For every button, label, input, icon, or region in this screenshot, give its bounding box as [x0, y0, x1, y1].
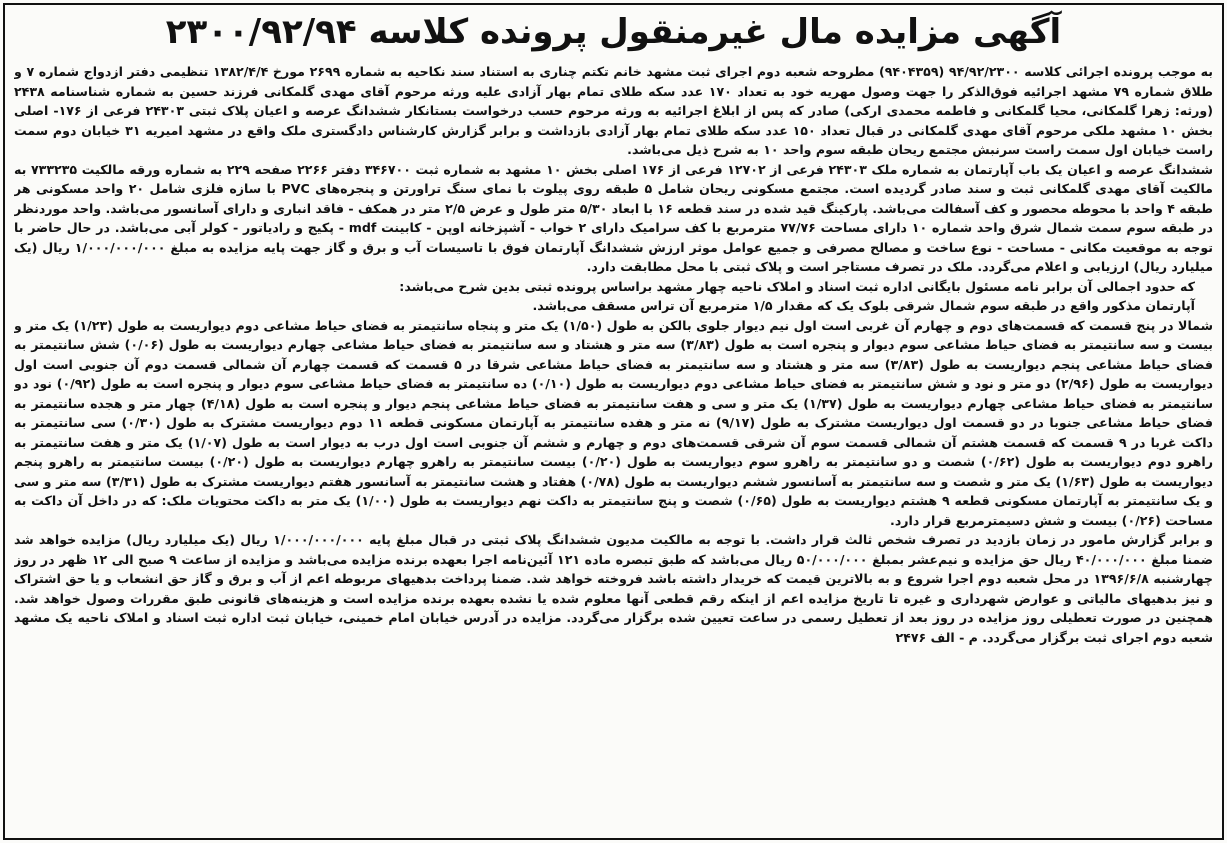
paragraph-case-intro: به موجب پرونده اجرائی کلاسه ۹۴/۹۲/۲۳۰۰ (۹۴۰۴۳۵۹) مطروحه شعبه دوم اجرای ثبت مشهد خانم تکتم چناری به استناد سند نکاحیه به شماره ۲۶۹۹ مورخ ۱۳۸۲/۴/۴ تنظیمی دفتر ازدواج شماره ۷ و طلاق شماره ۷۹ مشهد اجرائیه فوق‌الذکر را جهت وصول مهریه خود به تعداد ۱۷۰ عدد سکه طلای تمام بهار آزادی علیه ورثه مرحوم آقای مهدی گلمکانی فرزند حسین به شماره شناسنامه ۲۴۳۸ (ورثه: زهرا گلمکانی، محیا گلمکانی و فاطمه محمدی ارکی) صادر که پس از ابلاغ اجرائیه به ورثه مرحوم حسب درخواست بستانکار ششدانگ عرصه و اعیان پلاک ثبتی ۲۴۳۰۳ فرعی از ۱۷۶- اصلی بخش ۱۰ مشهد ملکی مرحوم آقای مهدی گلمکانی در قبال تعداد ۱۵۰ عدد سکه طلای تمام بهار آزادی بازداشت و برابر گزارش کارشناس دادگستری ملک واقع در مشهد امیریه ۳۱ خیابان دوم سمت راست خیابان اول سمت راست سرنبش مجتمع ریحان طبقه سوم واحد ۱۰ به شرح ذیل می‌باشد.	[14, 64, 1213, 157]
notice-body	[14, 62, 1213, 833]
notice-title: آگهی مزایده مال غیرمنقول پرونده کلاسه ۲۳۰۰/۹۲/۹۴	[165, 12, 1062, 52]
paragraph-boundaries-detail: شمالا در پنج قسمت که قسمت‌های دوم و چهارم آن غربی است اول نیم دیوار جلوی بالکن به طول (۱/۵۰) یک متر و پنجاه سانتیمتر به فضای حیاط مشاعی دوم دیواریست به طول (۱/۲۳) یک متر و بیست و سه سانتیمتر به فضای حیاط مشاعی سوم دیوار و پنجره است به طول (۳/۸۳) سه متر و هشتاد و سه سانتیمتر به فضای حیاط مشاعی چهارم دیواریست به طول (۰/۰۶) شش سانتیمتر به فضای حیاط مشاعی پنجم دیواریست به طول (۳/۸۳) سه متر و هشتاد و سه سانتیمتر به فضای حیاط مشاعی شرقا در ۵ قسمت که قسمت چهارم آن شمالی قسمت دوم آن جنوبی است اول دیواریست به طول (۲/۹۶) دو متر و نود و شش سانتیمتر به فضای حیاط مشاعی دوم دیواریست به طول (۰/۱۰) ده سانتیمتر به فضای حیاط مشاعی سوم دیوار و پنجره است به طول (۰/۹۲) نود دو سانتیمتر به فضای حیاط مشاعی چهارم دیواریست به طول (۱/۳۷) یک متر و سی و هفت سانتیمتر به فضای حیاط مشاعی پنجم دیوار و پنجره است به طول (۴/۱۸) چهار متر و هجده سانتیمتر به فضای حیاط مشاعی جنوبا در دو قسمت اول دیواریست مشترک به طول (۹/۱۷) نه متر و هفده سانتیمتر به آپارتمان مسکونی قطعه ۱۱ دوم دیواریست مشترک به طول (۰/۳۰) سی سانتیمتر به داکت غربا در ۹ قسمت که قسمت هشتم آن شمالی قسمت سوم آن شرقی قسمت‌های دوم و چهارم و ششم آن جنوبی است اول درب به دیوار است به طول (۱/۰۷) یک متر و هفت سانتیمتر به راهرو دوم دیواریست به طول (۰/۶۲) شصت و دو سانتیمتر به راهرو سوم دیواریست به طول (۰/۲۰) بیست سانتیمتر به راهرو چهارم دیواریست به طول (۰/۲۰) بیست سانتیمتر به راهرو پنجم دیواریست به طول (۱/۶۳) یک متر و شصت و سه سانتیمتر به آسانسور ششم دیواریست به طول (۰/۷۸) هفتاد و هشت سانتیمتر به آسانسور هفتم دیواریست مشترک به طول (۳/۳۱) سه متر و سی و یک سانتیمتر به آپارتمان مسکونی قطعه ۹ هشتم دیواریست به طول (۰/۶۵) شصت و پنج سانتیمتر به داکت نهم دیواریست به طول (۱/۰۰) یک متر به داکت محتویات ملک: که در داخل آن داکت به مساحت (۰/۲۶) بیست و شش دسیمترمربع قرار دارد.	[14, 317, 1213, 528]
paragraph-auction-terms: و برابر گزارش مامور در زمان بازدید در تصرف شخص ثالث قرار داشت. با توجه به مالکیت مدیون ششدانگ پلاک ثبتی در قبال مبلغ پایه ۱/۰۰۰/۰۰۰/۰۰۰ ریال (یک میلیارد ریال) مزایده خواهد شد ضمنا مبلغ ۴۰/۰۰۰/۰۰۰ ریال حق مزایده و نیم‌عشر بمبلغ ۵۰/۰۰۰/۰۰۰ ریال می‌باشد که طبق تبصره ماده ۱۲۱ آئین‌نامه اجرا بعهده برنده مزایده می‌باشد و مزایده از ساعت ۹ صبح الی ۱۲ ظهر در روز چهارشنبه ۱۳۹۶/۶/۸ در محل شعبه دوم اجرا شروع و به بالاترین قیمت که خریدار داشته باشد فروخته خواهد شد. ضمنا پرداخت بدهیهای مربوطه اعم از آب و برق و گاز حق انشعاب و یا حق اشتراک و نیز بدهیهای مالیاتی و عوارض شهرداری و غیره تا تاریخ مزایده اعم از اینکه رقم قطعی آنها معلوم شده یا نشده بعهده برنده مزایده است و هزینه‌های قانونی طبق مقررات وصول خواهد شد. همچنین در صورت تعطیلی روز مزایده در روز بعد از تعطیل رسمی در ساعت تعیین شده برگزار می‌گردد. مزایده در آدرس خیابان امام خمینی، خیابان ثبت اداره ثبت اسناد و املاک ناحیه یک مشهد شعبه دوم اجرای ثبت برگزار می‌گردد. م - الف ۲۴۷۶	[14, 532, 1213, 645]
paragraph-property-description: ششدانگ عرصه و اعیان یک باب آپارتمان به شماره ملک ۲۴۳۰۳ فرعی از ۱۲۷۰۲ فرعی از ۱۷۶ اصلی بخش ۱۰ مشهد به شماره ثبت ۳۴۶۷۰۰ دفتر ۲۲۶۶ صفحه ۲۲۹ به شماره ورقه مالکیت ۷۳۳۲۳۵ به مالکیت آقای مهدی گلمکانی ثبت و سند صادر گردیده است. مجتمع مسکونی ریحان شامل ۵ طبقه روی پیلوت با نمای سنگ تراورتن و پنجره‌های PVC با سازه فلزی شامل ۲۰ واحد مسکونی هر طبقه ۴ واحد با محوطه محصور و کف آسفالت می‌باشد. پارکینگ قید شده در سند قطعه ۱۶ با ابعاد ۵/۳۰ متر طول و عرض ۲/۵ متر در همکف - فاقد انباری و دارای آسانسور می‌باشد. واحد موردنظر در طبقه سوم سمت شمال شرق واحد شماره ۱۰ دارای مساحت ۷۷/۷۶ مترمربع با کف سرامیک دارای ۲ خواب - آشپزخانه اوپن - کابینت mdf - پکیج و رادیاتور - کولر آبی می‌باشد. در حال حاضر با توجه به موقعیت مکانی - مساحت - نوع ساخت و مصالح مصرفی و جمیع عوامل موثر ارزش ششدانگ آپارتمان فوق با تاسیسات آب و برق و گاز جهت پایه مزایده به مبلغ ۱/۰۰۰/۰۰۰/۰۰۰ ریال (یک میلیارد ریال) ارزیابی و اعلام می‌گردد. ملک در تصرف مستاجر است و پلاک ثبتی با محل مطابقت دارد.	[14, 161, 1213, 274]
paragraph-apartment-location: آپارتمان مذکور واقع در طبقه سوم شمال شرقی بلوک یک که مقدار ۱/۵ مترمربع آن تراس مسقف می‌باشد.	[532, 298, 1195, 313]
paragraph-boundaries-intro: که حدود اجمالی آن برابر نامه مسئول بایگانی اداره ثبت اسناد و املاک ناحیه چهار مشهد براساس پرونده ثبتی بدین شرح می‌باشد:	[399, 278, 1195, 294]
